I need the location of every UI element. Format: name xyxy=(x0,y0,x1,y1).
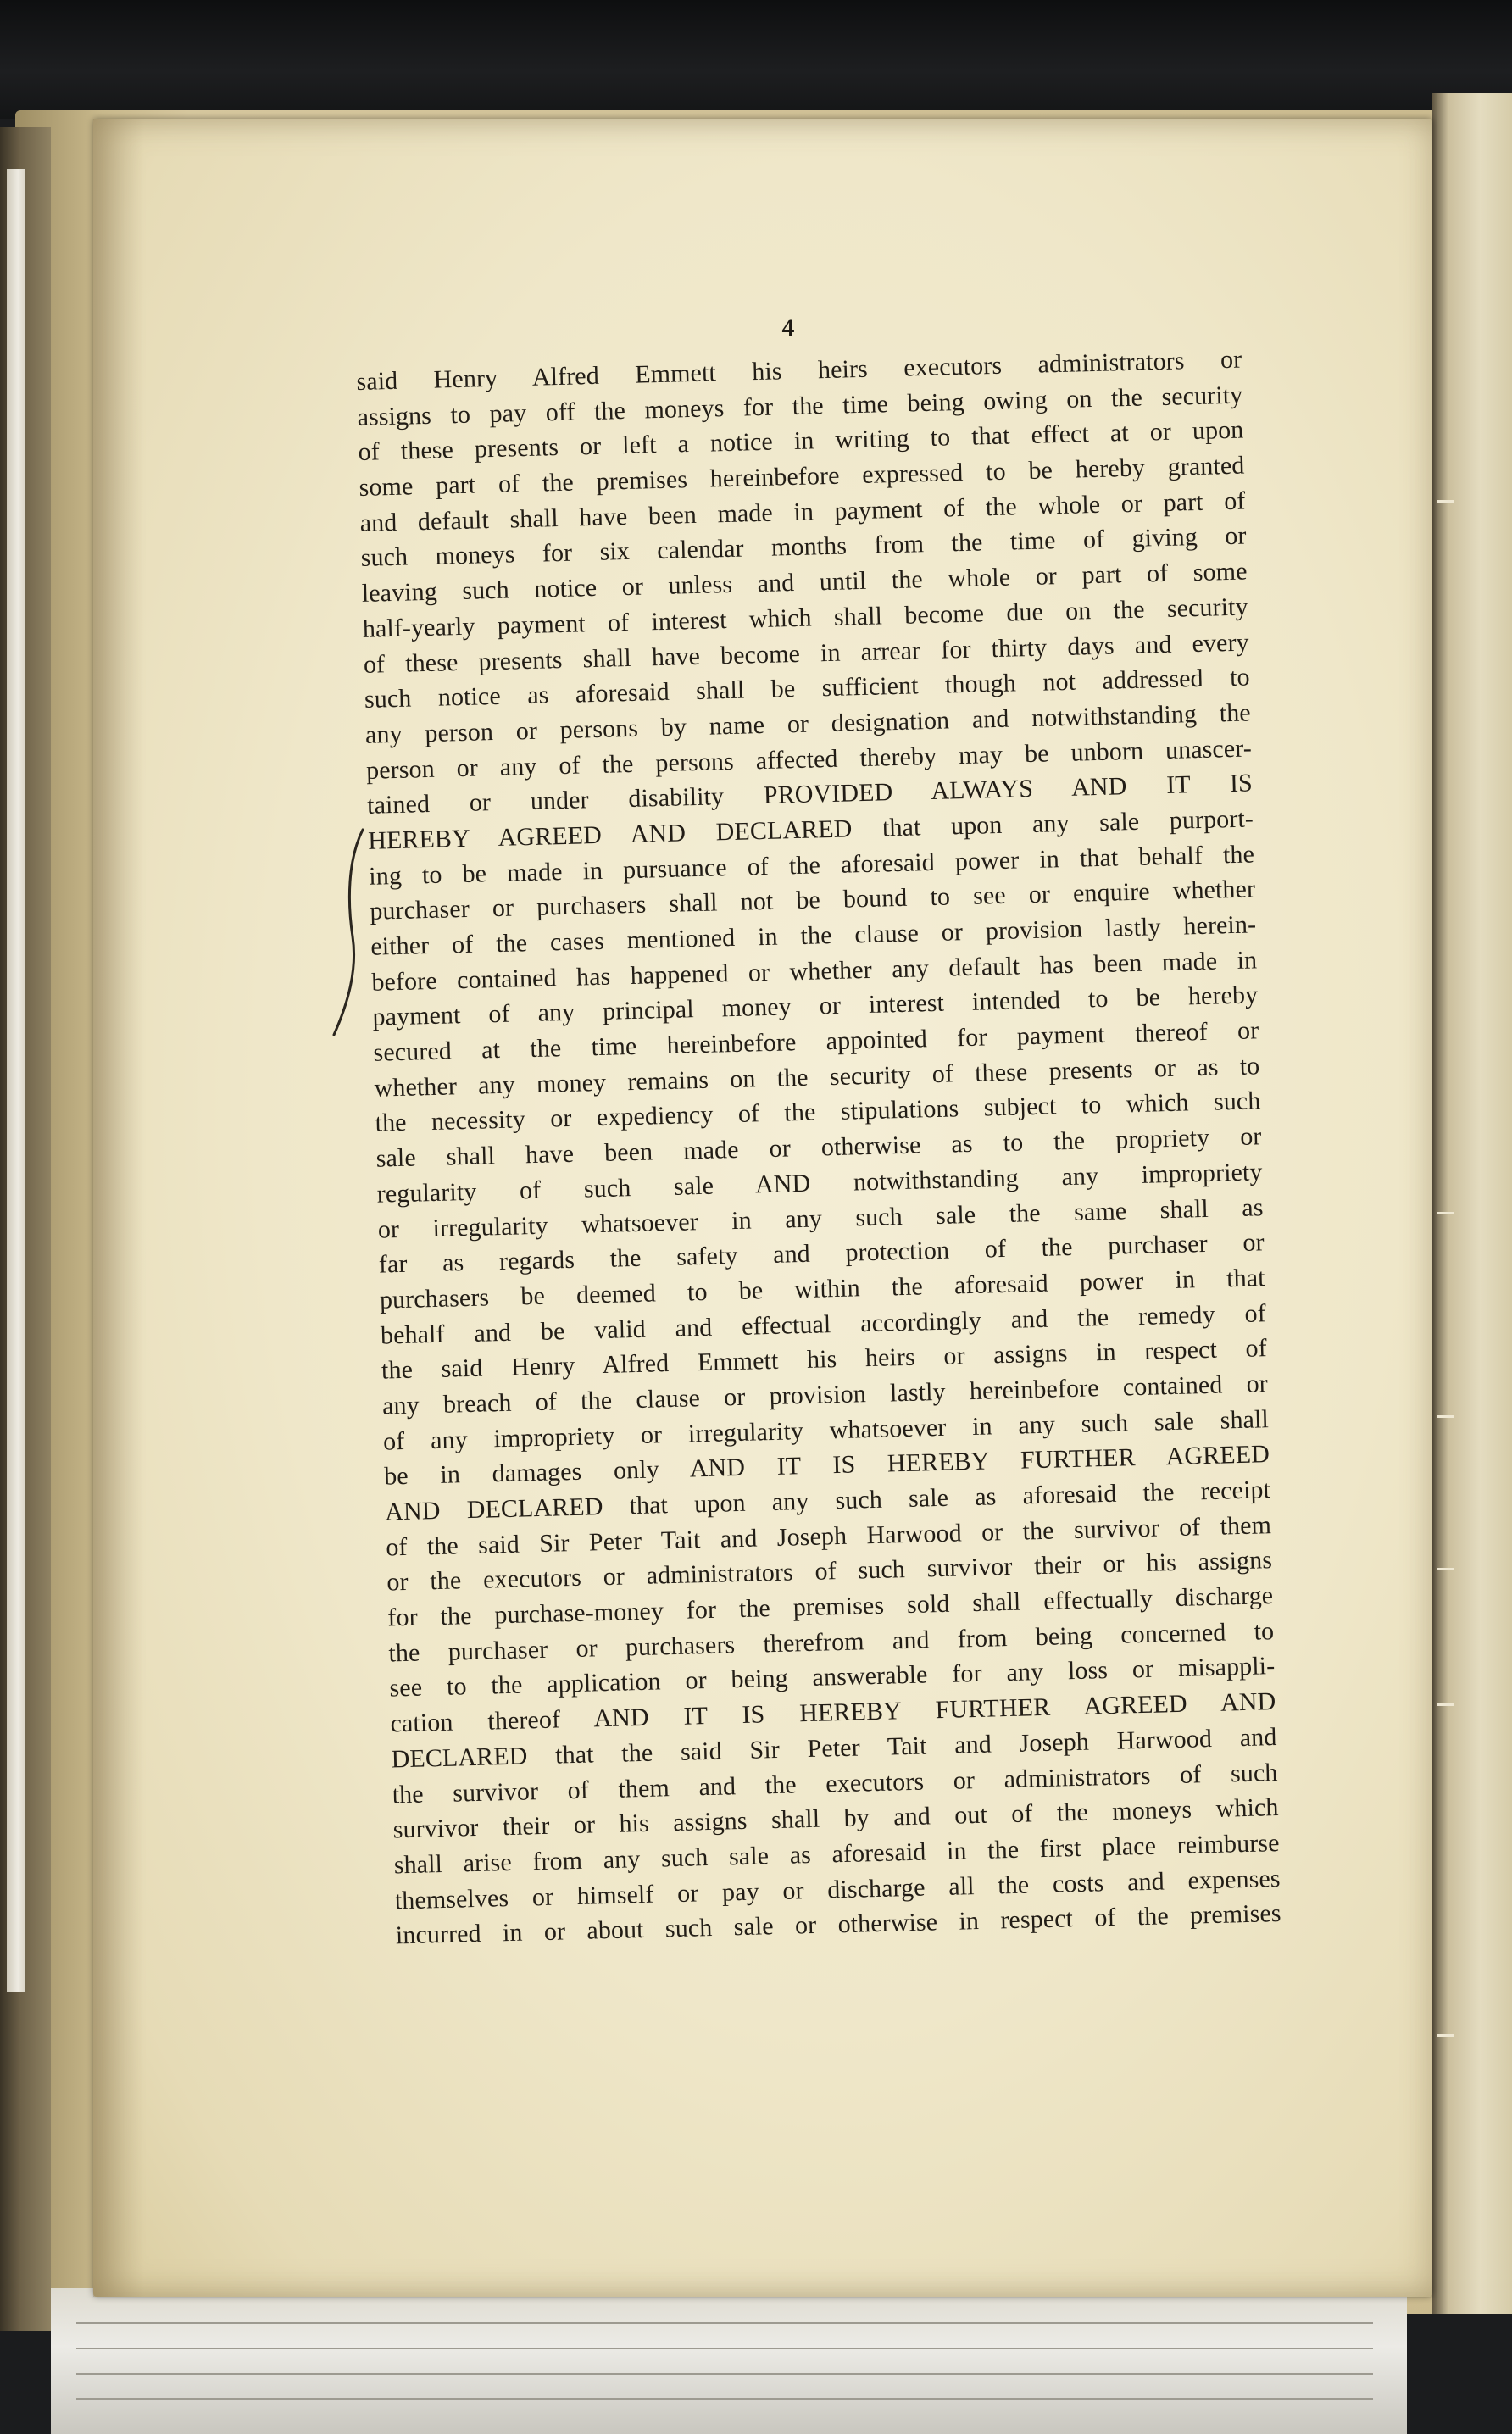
text-line: whether any money remains on the security of these presents or as to xyxy=(374,1052,1260,1103)
page-gutter-shadow xyxy=(93,119,144,2297)
text-line: assigns to pay off the moneys for the time being owing on the security xyxy=(357,381,1243,431)
text-line: person or any of the persons affected thereby may be unborn unascer- xyxy=(365,733,1253,785)
text-line: any person or persons by name or designation and notwithstanding the xyxy=(364,698,1252,749)
page-number: 4 xyxy=(781,314,795,342)
page-edge xyxy=(76,2348,1373,2349)
text-line: be in damages only AND IT IS HEREBY FURTHER AGREED xyxy=(383,1440,1270,1491)
text-line: the said Henry Alfred Emmett his heirs or assigns in respect of xyxy=(381,1334,1268,1385)
text-line: any breach of the clause or provision lastly hereinbefore contained or xyxy=(381,1370,1269,1420)
text-line: secured at the time hereinbefore appointed for payment thereof or xyxy=(373,1016,1259,1067)
text-line: the necessity or expediency of the stipulations subject to which such xyxy=(375,1086,1261,1138)
text-line: DECLARED that the said Sir Peter Tait and Joseph Harwood and xyxy=(391,1722,1277,1774)
text-line: either of the cases mentioned in the clause or provision lastly herein- xyxy=(370,910,1257,961)
text-line: such notice as aforesaid shall be sufficient though not addressed to xyxy=(364,663,1251,714)
text-line: before contained has happened or whether any default has been made in xyxy=(371,946,1258,997)
text-line: of these presents shall have become in arrear for thirty days and every xyxy=(363,627,1250,679)
document-body-text xyxy=(356,342,1281,1954)
text-line: leaving such notice or unless and until the whole or part of some xyxy=(361,557,1248,608)
text-line: of these presents or left a notice in writing to that effect at or upon xyxy=(358,415,1244,467)
stitch-mark xyxy=(1437,500,1454,503)
text-line: HEREBY AGREED AND DECLARED that upon any sale purport- xyxy=(367,804,1254,855)
right-facing-page-edge xyxy=(1432,93,1512,2314)
text-line: and default shall have been made in payment of the whole or part of xyxy=(359,486,1246,537)
text-line: sale shall have been made or otherwise as to the propriety or xyxy=(375,1122,1262,1173)
white-paper-slip xyxy=(7,169,25,1992)
under-page-stack xyxy=(51,2288,1407,2434)
handwritten-margin-bracket xyxy=(322,826,373,1038)
text-line: of any impropriety or irregularity whatsoever in any such sale shall xyxy=(382,1404,1270,1456)
text-line: AND DECLARED that upon any such sale as aforesaid the receipt xyxy=(384,1475,1271,1526)
text-line: themselves or himself or pay or discharge all the costs and expenses xyxy=(394,1864,1281,1914)
stitch-mark xyxy=(1437,1212,1454,1214)
page-edge xyxy=(76,2373,1373,2375)
stitch-mark xyxy=(1437,1568,1454,1570)
page-edge xyxy=(76,2398,1373,2400)
text-line: said Henry Alfred Emmett his heirs executors administrators or xyxy=(356,345,1242,396)
text-line: far as regards the safety and protection of the purchaser or xyxy=(378,1228,1265,1279)
stitch-mark xyxy=(1437,1415,1454,1418)
stitch-mark xyxy=(1437,1703,1454,1706)
text-line: ing to be made in pursuance of the aforesaid power in that behalf the xyxy=(368,839,1255,891)
stitch-mark xyxy=(1437,2034,1454,2037)
text-line: some part of the premises hereinbefore expressed to be hereby granted xyxy=(359,451,1245,503)
text-line: payment of any principal money or interest intended to be hereby xyxy=(372,981,1259,1032)
text-line: cation thereof AND IT IS HEREBY FURTHER AGREED AND xyxy=(390,1687,1276,1738)
text-line: such moneys for six calendar months from the time of giving or xyxy=(360,521,1247,573)
text-line: of the said Sir Peter Tait and Joseph Harwood or the survivor of them xyxy=(385,1510,1272,1562)
text-line: incurred in or about such sale or otherwise in respect of the premises xyxy=(395,1899,1282,1950)
text-line: purchasers be deemed to be within the aforesaid power in that xyxy=(379,1264,1266,1314)
text-line: half-yearly payment of interest which shall become due on the security xyxy=(362,592,1248,643)
text-line: or the executors or administrators of such survivor their or his assigns xyxy=(386,1546,1273,1597)
text-line: purchaser or purchasers shall not be bound to see or enquire whether xyxy=(369,875,1256,926)
text-line: regularity of such sale AND notwithstanding any impropriety xyxy=(376,1158,1263,1209)
text-line: tained or under disability PROVIDED ALWAYS AND IT IS xyxy=(366,769,1254,820)
text-line: behalf and be valid and effectual accordingly and the remedy of xyxy=(380,1298,1267,1350)
page-edge xyxy=(76,2322,1373,2324)
text-line: the purchaser or purchasers therefrom and from being concerned to xyxy=(388,1616,1275,1668)
text-line: shall arise from any such sale as aforesaid in the first place reimburse xyxy=(393,1828,1280,1880)
text-line: survivor their or his assigns shall by and out of the moneys which xyxy=(392,1793,1279,1844)
text-line: the survivor of them and the executors or administrators of such xyxy=(392,1758,1278,1809)
text-line: see to the application or being answerable for any loss or misappli- xyxy=(389,1652,1276,1703)
text-line: for the purchase-money for the premises sold shall effectually discharge xyxy=(387,1581,1274,1632)
book-binding-cloth xyxy=(0,0,1512,119)
text-line: or irregularity whatsoever in any such sale the same shall as xyxy=(377,1192,1264,1244)
